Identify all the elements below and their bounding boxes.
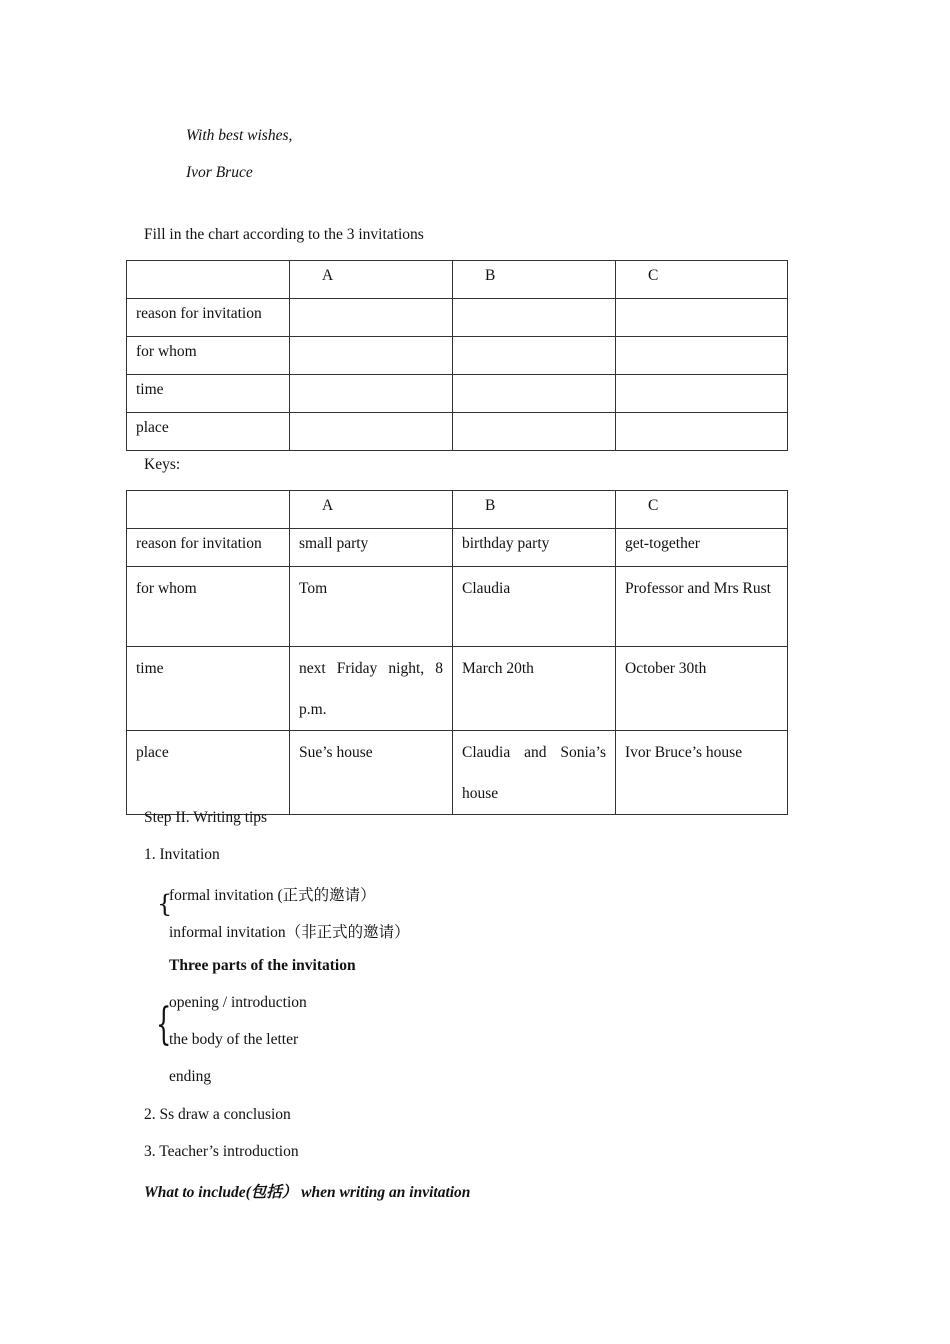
chart-blank-cell [290,413,453,451]
closing-wishes: With best wishes, [186,127,293,144]
keys-header-cell: A [290,491,453,529]
keys-cell: October 30th [616,647,788,731]
keys-cell: small party [290,529,453,567]
keys-cell: Claudia [453,567,616,647]
chart-row-label: place [127,413,290,451]
left-brace-icon: { [156,999,172,1050]
chart-row-label: for whom [127,337,290,375]
keys-row [127,731,788,815]
keys-cell: Professor and Mrs Rust [616,567,788,647]
chart-blank-cell [616,375,788,413]
chart-row [127,299,788,337]
invitation-type-formal: formal invitation (正式的邀请） [169,887,376,904]
chart-blank-cell [616,337,788,375]
chart-instruction: Fill in the chart according to the 3 invitations [144,226,424,243]
keys-cell: March 20th [453,647,616,731]
left-brace-icon: { [157,890,173,918]
keys-header-cell: C [616,491,788,529]
chart-row [127,375,788,413]
chart-blank-cell [616,413,788,451]
closing-signature: Ivor Bruce [186,164,253,181]
keys-label: Keys: [144,456,181,473]
keys-cell: birthday party [453,529,616,567]
chart-blank-cell [453,375,616,413]
chart-blank-cell [616,299,788,337]
chart-blank-cell [453,413,616,451]
chart-header-cell [127,261,290,299]
keys-cell: Ivor Bruce’s house [616,731,788,815]
keys-cell: Tom [290,567,453,647]
keys-header-row [127,491,788,529]
part-ending: ending [169,1068,212,1085]
chart-row-label: time [127,375,290,413]
chart-blank-cell [290,337,453,375]
invitation-chart [126,260,788,451]
keys-header-cell: B [453,491,616,529]
step2-item-teacher: 3. Teacher’s introduction [144,1143,299,1160]
keys-row [127,529,788,567]
keys-row-label: time [127,647,290,731]
chart-blank-cell [453,299,616,337]
keys-row [127,567,788,647]
keys-header-cell [127,491,290,529]
keys-row [127,647,788,731]
parts-title: Three parts of the invitation [169,957,356,974]
chart-row-label: reason for invitation [127,299,290,337]
chart-header-row [127,261,788,299]
step2-item-invitation: 1. Invitation [144,846,220,863]
chart-row [127,337,788,375]
chart-row [127,413,788,451]
invitation-type-informal: informal invitation（非正式的邀请） [169,924,410,941]
keys-cell: Sue’s house [290,731,453,815]
keys-row-label: place [127,731,290,815]
keys-cell: Claudia and Sonia’s house [453,731,616,815]
chart-header-cell: B [453,261,616,299]
include-heading: What to include(包括） when writing an invitation [144,1184,471,1201]
keys-cell: next Friday night, 8 p.m. [290,647,453,731]
step2-title: Step II. Writing tips [144,809,268,826]
keys-cell: get-together [616,529,788,567]
step2-item-conclusion: 2. Ss draw a conclusion [144,1106,291,1123]
part-body: the body of the letter [169,1031,299,1048]
keys-chart [126,490,788,815]
chart-blank-cell [453,337,616,375]
chart-blank-cell [290,375,453,413]
chart-blank-cell [290,299,453,337]
chart-header-cell: A [290,261,453,299]
keys-row-label: reason for invitation [127,529,290,567]
keys-row-label: for whom [127,567,290,647]
chart-header-cell: C [616,261,788,299]
part-opening: opening / introduction [169,994,307,1011]
